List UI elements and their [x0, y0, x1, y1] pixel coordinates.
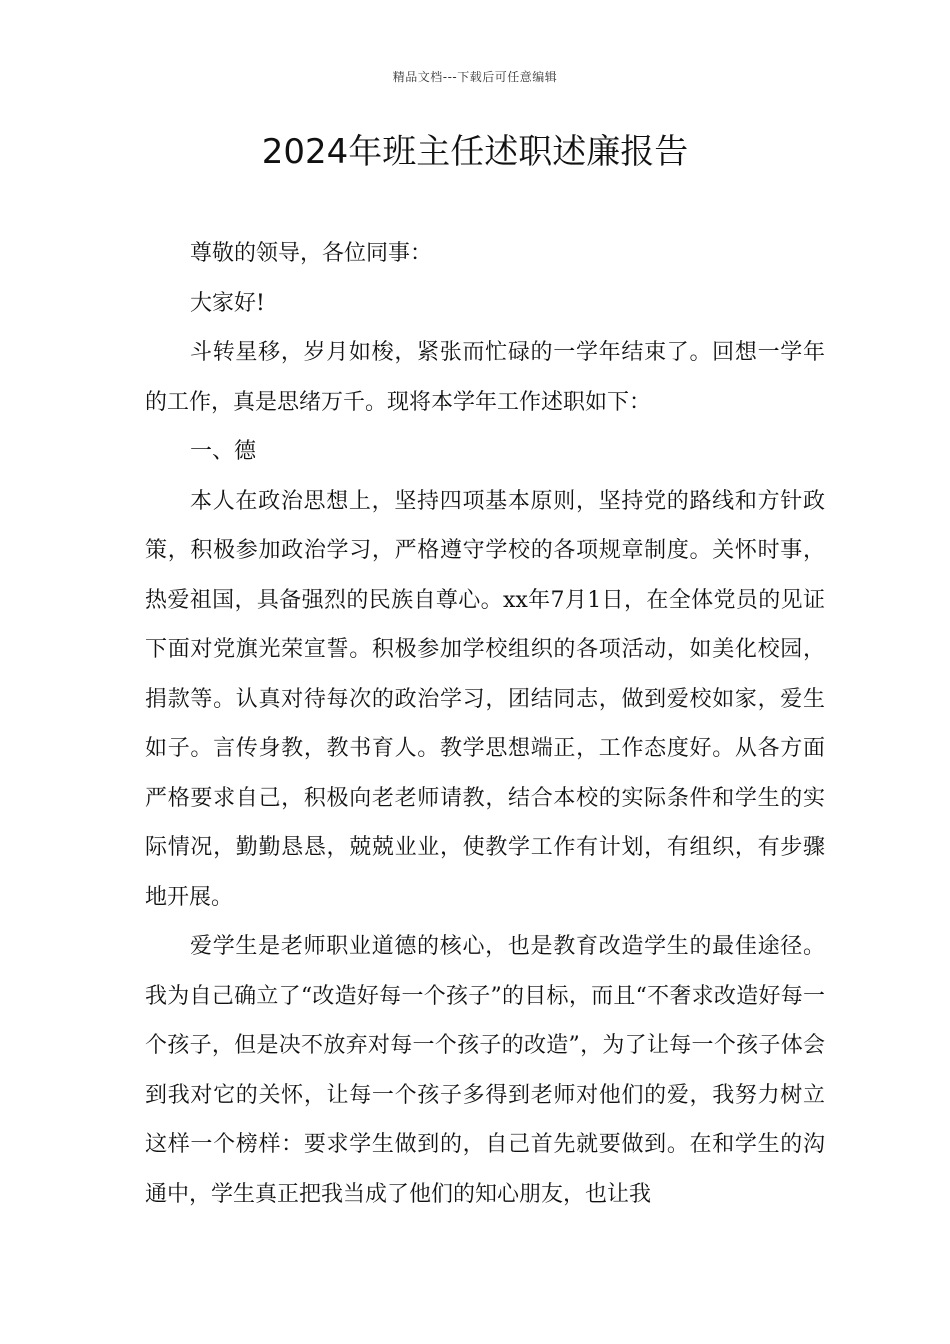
document-body [145, 229, 825, 1219]
salutation: 尊敬的领导，各位同事： [190, 241, 433, 266]
section-heading-de: 一、德 [190, 439, 257, 464]
intro-paragraph: 斗转星移，岁月如梭，紧张而忙碌的一学年结束了。回想一学年的工作，真是思绪万千。现将本学年工作述职如下： [145, 340, 825, 415]
body-paragraph: 爱学生是老师职业道德的核心，也是教育改造学生的最佳途径。我为自己确立了“改造好每一个孩子”的目标，而且“不奢求改造好每一个孩子，但是决不放弃对每一个孩子的改造”，为了让每一个孩子体会到我对它的关怀，让每一个孩子多得到老师对他们的爱，我努力树立这样一个榜样：要求学生做到的，自己首先就要做到。在和学生的沟通中，学生真正把我当成了他们的知心朋友，也让我 [145, 934, 825, 1207]
greeting: 大家好! [190, 290, 265, 316]
body-paragraph: 本人在政治思想上，坚持四项基本原则，坚持党的路线和方针政策，积极参加政治学习，严格遵守学校的各项规章制度。关怀时事，热爱祖国，具备强烈的民族自尊心。xx年7月1日，在全体党员的见证下面对党旗光荣宣誓。积极参加学校组织的各项活动，如美化校园，捐款等。认真对待每次的政治学习，团结同志，做到爱校如家，爱生如子。言传身教，教书育人。教学思想端正，工作态度好。从各方面严格要求自己，积极向老老师请教，结合本校的实际条件和学生的实际情况，勤勤恳恳，兢兢业业，使教学工作有计划，有组织，有步骤地开展。 [145, 488, 825, 910]
header-note: 精品文档---下载后可任意编辑 [392, 70, 558, 84]
document-title: 2024年班主任述职述廉报告 [261, 132, 689, 172]
